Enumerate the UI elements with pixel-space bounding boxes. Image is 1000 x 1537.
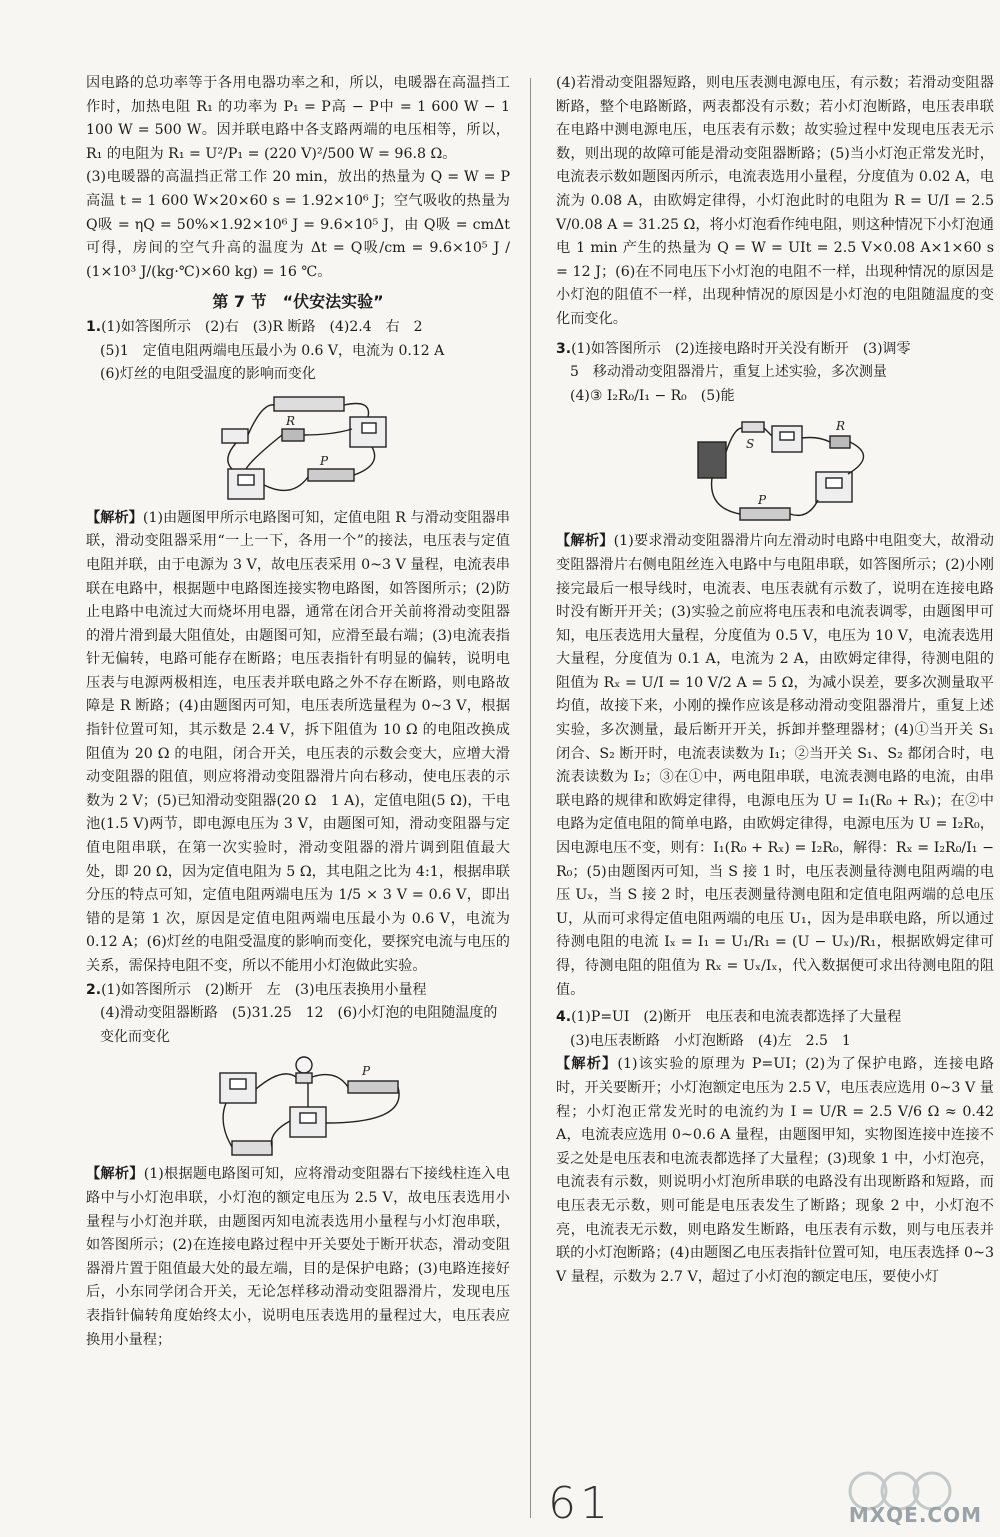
q1-answer-line-2: (5)1 定值电阻两端电压最小为 0.6 V，电流为 0.12 A [100, 342, 445, 359]
svg-text:P: P [362, 1064, 371, 1079]
watermark-text: MXQE.COM [848, 1503, 982, 1527]
q1-analysis-text: (1)由题图甲所示电路图可知，定值电阻 R 与滑动变阻器串联，滑动变阻器采用“一上一下，各用一个”的接法，电压表与定值电阻并联，由于电源为 3 V，故电压表采用 0~3 V 量程，电流表串联在电路中，根据题中电路图连接实物电路图，如答图所示；(2)防止电路中电流过大而烧坏用电器，通常在闭合开关前将滑动变阻器的滑片滑到最大阻值处，由题图可知，应滑至最右端；(3)电流表指针无偏转，电路可能存在断路；电压表指针有明显的偏转，说明电压表与电源两极相连，电压表并联电路之外不存在断路，则电路故障是 R 断路；(4)由题图丙可知，电压表所选量程为 0~3 V，根据指针位置可知，其示数是 2.4 V，拆下阻值为 10 Ω 的电阻改换成阻值为 20 Ω 的电阻，闭合开关，电压表的示数会变大，应增大滑动变阻器的阻值，则应将滑动变阻器滑片向右移动，使电压表的示数为 2 V；(5)已知滑动变阻器(20 Ω 1 A)，定值电阻(5 Ω)，干电池(1.5 V)两节，即电源电压为 3 V，由题图可知，滑动变阻器与定值电阻串联，在第一次实验时，滑动变阻器的滑片调到阻值最大处，即 20 Ω，因为定值电阻为 5 Ω，其电阻之比为 4:1，根据串联分压的特点可知，定值电阻两端电压为 1/5 × 3 V = 0.6 V，即出错的是第 1 次，原因是定值电阻两端电压最小为 0.6 V，电流为 0.12 A；(6)灯丝的电阻受温度的影响而变化，要探究电流与电压的关系，需保持电阻不变，所以不能用小灯泡做此实验。 [86, 509, 510, 974]
q3-answer-line-1 [556, 338, 994, 362]
q2-analysis-tag: 【解析】 [86, 1166, 144, 1183]
right-column [556, 72, 994, 1289]
q4-answer-line-1 [556, 1006, 994, 1030]
q1-analysis-tag: 【解析】 [86, 509, 143, 526]
q3-analysis-tag: 【解析】 [556, 533, 614, 550]
svg-text:R: R [286, 413, 296, 428]
intro-paragraph-2: (3)电暖器的高温挡正常工作 20 min，放出的热量为 Q = W = P高温 t = 1 600 W×20×60 s = 1.92×10⁶ J；空气吸收的热量为 Q吸 = ηQ = 50%×1.92×10⁶ J = 9.6×10⁵ J，由 Q吸 = cmΔt 可得，房间的空气升高的温度为 Δt = Q吸/cm = 9.6×10⁵ J / (1×10³ J/(kg·℃)×60 kg) = 16 ℃。 [86, 169, 510, 280]
q3-number: 3. [556, 340, 572, 357]
intro-paragraph-1: 因电路的总功率等于各用电器功率之和，所以，电暖器在高温挡工作时，加热电阻 R₁ 的功率为 P₁ = P高 − P中 = 1 600 W − 1 100 W = 500 W。因并联电路中各支路两端的电压相等，所以，R₁ 的电阻为 R₁ = U²/P₁ = (220 V)²/500 W = 96.8 Ω。 [86, 75, 510, 162]
svg-text:S: S [746, 437, 755, 452]
q1-analysis [86, 507, 510, 979]
q3-analysis-text: (1)要求滑动变阻器滑片向左滑动时电路中电阻变大，故滑动变阻器滑片右侧电阻丝连入电路中与电阻串联，如答图所示；(2)小刚接完最后一根导线时，电流表、电压表就有示数了，说明在连接电路时没有断开开关；(3)实验之前应将电压表和电流表调零，由题图甲可知，电压表选用大量程，分度值为 0.5 V，电压为 10 V，电流表选用大量程，分度值为 0.1 A，电流为 2 A，由欧姆定律得，待测电阻的阻值为 Rₓ = U/I = 10 V/2 A = 5 Ω，为减小误差，要多次测量取平均值，故接下来，小刚的操作应该是移动滑动变阻器滑片，重复上述实验，多次测量，最后断开开关，拆卸并整理器材；(4)①当开关 S₁ 闭合、S₂ 断开时，电流表读数为 I₁；②当开关 S₁、S₂ 都闭合时，电流表读数为 I₂；③在①中，两电阻串联，电流表测电路的电流，由串联电路的规律和欧姆定律得，电源电压为 U = I₁(R₀ + Rₓ)；在②中电路为定值电阻的简单电路，由欧姆定律得，电源电压为 U = I₂R₀，因电源电压不变，则有：I₁(R₀ + Rₓ) = I₂R₀，解得：Rₓ = I₂R₀/I₁ − R₀；(5)由题图丙可知，当 S 接 1 时，电压表测量待测电阻两端的电压 Uₓ，当 S 接 2 时，电压表测量待测电阻和定值电阻两端的总电压 U，从而可求得定值电阻两端的电压 U₁，因为是串联电路，所以通过待测电阻的电流 Iₓ = I₁ = U₁/R₁ = (U − Uₓ)/R₁，根据欧姆定律可得，待测电阻的阻值为 Rₓ = Uₓ/Iₓ，代入数据便可求出待测电阻的阻值。 [556, 533, 994, 998]
q1-answer-1: (1)如答图所示 (2)右 (3)R 断路 (4)2.4 右 2 [101, 318, 423, 335]
q4-answer-1: (1)P=UI (2)断开 电压表和电流表都选择了大量程 [571, 1009, 902, 1026]
q1-number: 1. [86, 318, 102, 335]
q2-answer-line-2: (4)滑动变阻器断路 (5)31.25 12 (6)小灯泡的电阻随温度的变化而变化 [100, 1005, 498, 1045]
section-title: 第 7 节 “伏安法实验” [212, 292, 384, 312]
q2-answer-1: (1)如答图所示 (2)断开 左 (3)电压表换用小量程 [101, 981, 427, 998]
left-column [86, 72, 510, 1352]
column-divider [530, 78, 531, 1518]
q4-analysis [556, 1053, 994, 1289]
q1-circuit-figure [212, 389, 412, 507]
q1-answer-line-1 [86, 316, 510, 340]
q3-answer-line-3: (4)③ I₂R₀/I₁ − R₀ (5)能 [570, 387, 735, 404]
q2-number: 2. [86, 981, 102, 998]
q2-analysis-text: (1)根据题电路图可知，应将滑动变阻器右下接线柱连入电路中与小灯泡串联，小灯泡的额定电压为 2.5 V，故电压表选用小量程与小灯泡并联，由题图丙知电流表选用小量程与小灯泡串联，如答图所示；(2)在连接电路过程中开关要处于断开状态，滑动变阻器滑片置于阻值最大处的最左端，目的是保护电路；(3)电路连接好后，小东同学闭合开关，无论怎样移动滑动变阻器滑片，发现电压表指针偏转角度始终太小，说明电压表选用的量程过大，电压表应换用小量程； [86, 1166, 510, 1348]
q4-analysis-text: (1)该实验的原理为 P=UI；(2)为了保护电路，连接电路时，开关要断开；小灯泡额定电压为 2.5 V，电压表应选用 0~3 V 量程；小灯泡正常发光时的电流约为 I = U/R = 2.5 V/6 Ω ≈ 0.42 A，电流表应选用 0~0.6 A 量程，由题图甲知，实物图连接中连接不妥之处是电压表和电流表都选择了大量程；(3)现象 1 中，小灯泡亮，电流表有示数，则说明小灯泡所串联的电路没有出现断路和短路，而电压表无示数，则可能是电压表发生了断路；现象 2 中，小灯泡不亮，电流表无示数，则电路发生断路，电压表有示数，则与电压表并联的小灯泡断路；(4)由题图乙电压表指针位置可知，电压表选择 0~3 V 量程，示数为 2.7 V，超过了小灯泡的额定电压，要使小灯 [556, 1056, 994, 1285]
q3-analysis [556, 530, 994, 1002]
q1-answer-line-3: (6)灯丝的电阻受温度的影响而变化 [100, 366, 316, 383]
q2-circuit-figure [212, 1053, 412, 1163]
svg-text:P: P [320, 453, 329, 468]
svg-text:R: R [836, 419, 846, 434]
q3-circuit-figure [688, 412, 888, 530]
q2-answer-line-1 [86, 979, 510, 1003]
q2-analysis [86, 1163, 510, 1352]
q3-answer-line-2: 5 移动滑动变阻器滑片，重复上述实验，多次测量 [570, 364, 887, 381]
q2-analysis-continued: (4)若滑动变阻器短路，则电压表测电源电压，有示数；若滑动变阻器断路，整个电路断路，两表都没有示数；若小灯泡断路，电压表串联在电路中测电源电压，电压表有示数；故实验过程中发现电压表无示数，则出现的故障可能是滑动变阻器断路；(5)当小灯泡正常发光时，电流表示数如题图丙所示，电流表选用小量程，分度值为 0.02 A，电流为 0.08 A，由欧姆定律得，小灯泡此时的电阻为 R = U/I = 2.5 V/0.08 A = 31.25 Ω，将小灯泡看作纯电阻，则这种情况下小灯泡通电 1 min 产生的热量为 Q = W = UIt = 2.5 V×0.08 A×1×60 s = 12 J；(6)在不同电压下小灯泡的电阻不一样，出现种情况的原因是小灯泡的阻值不一样，出现种情况的原因是小灯泡的电阻随温度的变化而变化。 [556, 75, 994, 327]
q4-answer-line-2: (3)电压表断路 小灯泡断路 (4)左 2.5 1 [570, 1032, 851, 1049]
q4-number: 4. [556, 1009, 572, 1026]
page-number: 61 [548, 1478, 612, 1529]
q3-answer-1: (1)如答图所示 (2)连接电路时开关没有断开 (3)调零 [571, 340, 911, 357]
q4-analysis-tag: 【解析】 [556, 1056, 618, 1073]
svg-text:P: P [758, 493, 767, 508]
